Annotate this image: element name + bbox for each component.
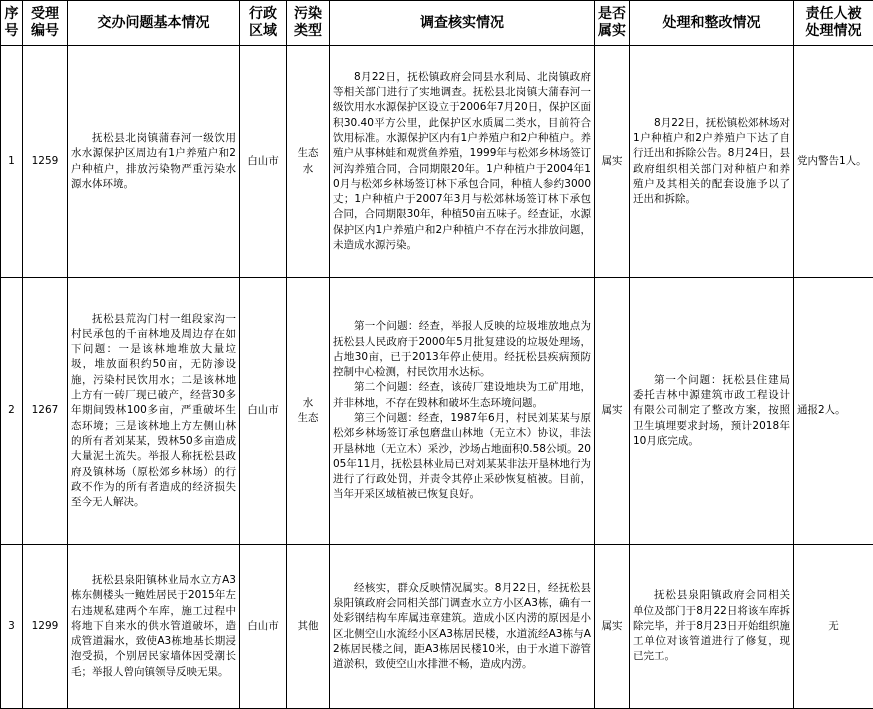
- header-problem: 交办问题基本情况: [68, 1, 240, 46]
- handling-text: 8月22日，抚松镇松郊林场对1户种植户和2户养殖户下达了自行迁出和拆除公告。8月24日，县政府组织相关部门对种植户和养殖户及其相关的配套设施予以了迁出和拆除。: [633, 116, 790, 206]
- cell-accept-no: 1299: [23, 545, 68, 709]
- header-responsible: 责任人被 处理情况: [794, 1, 873, 46]
- cell-responsible: 党内警告1人。: [794, 46, 873, 278]
- header-accept-no: 受理 编号: [23, 1, 68, 46]
- cell-accept-no: 1267: [23, 278, 68, 545]
- cell-is-true: 属实: [595, 278, 630, 545]
- survey-text: 经核实，群众反映情况属实。8月22日，经抚松县泉阳镇政府会同相关部门调查水立方小区A3栋，确有一处彩钢结构车库属违章建筑。造成小区内涝的原因是小区北侧空山水流经小区A3栋居民楼，水道流经A3栋与A2栋居民楼之间，距A3栋居民楼10米，由于水道下游管道淤积，致使空山水排泄不畅，造成内涝。: [333, 581, 591, 671]
- header-row: [1, 1, 873, 46]
- cell-survey: [330, 278, 595, 545]
- handling-text: 抚松县泉阳镇政府会同相关单位及部门于8月22日将该车库拆除完毕，并于8月23日开始组织施工单位对该管道进行了修复，现已完工。: [633, 589, 790, 663]
- cell-handling: [630, 278, 794, 545]
- header-region: 行政 区域: [240, 1, 287, 46]
- problem-text: 抚松县荒沟门村一组段家沟一村民承包的千亩林地及周边存在如下问题：一是该林地堆放大量垃圾，堆放面积约50亩，无防渗设施，污染村民饮用水；二是该林地上方有一砖厂现已破产，经营30多年期间毁林100多亩，严重破坏生态环境；三是该林地上方左侧山林的所有者刘某某，毁林50多亩造成大量泥土流失。举报人称抚松县政府及镇林场（原松郊乡林场）的行政不作为的所有者造成的经济损失至今无人解决。: [71, 312, 236, 509]
- problem-text: 抚松县泉阳镇林业局水立方A3栋东侧楼头一鲍姓居民于2015年左右违规私建两个车库，施工过程中将地下自来水的供水管道破坏，造成管道漏水，致使A3栋地基长期浸泡受损，个别居民家墙体因受潮长毛；举报人曾向镇领导反映无果。: [71, 573, 236, 678]
- cell-region: 白山市: [240, 278, 287, 545]
- cell-problem: [68, 46, 240, 278]
- header-seq: 序 号: [1, 1, 23, 46]
- cell-seq: 2: [1, 278, 23, 545]
- table-row: [1, 545, 873, 709]
- header-pollution-type: 污染 类型: [287, 1, 330, 46]
- cell-responsible: 通报2人。: [794, 278, 873, 545]
- handling-text: 第一个问题：抚松县住建局委托吉林中源建筑市政工程设计有限公司制定了整改方案，按照卫生填埋要求封场，预计2018年10月底完成。: [633, 373, 790, 447]
- cell-responsible: 无: [794, 545, 873, 709]
- cell-handling: [630, 46, 794, 278]
- cell-accept-no: 1259: [23, 46, 68, 278]
- cell-seq: 1: [1, 46, 23, 278]
- cell-problem: [68, 545, 240, 709]
- survey-paragraph-1: 第一个问题：经查，举报人反映的垃圾堆放地点为抚松县人民政府于2000年5月批复建设的垃圾处理场，占地30亩，已于2013年停止使用。经抚松县疾病预防控制中心检测，村民饮用水达标。: [333, 320, 591, 379]
- header-is-true: 是否 属实: [595, 1, 630, 46]
- cell-handling: [630, 545, 794, 709]
- table-row: [1, 278, 873, 545]
- cell-region: 白山市: [240, 545, 287, 709]
- cell-seq: 3: [1, 545, 23, 709]
- cell-survey: [330, 46, 595, 278]
- cell-survey: [330, 545, 595, 709]
- header-handling: 处理和整改情况: [630, 1, 794, 46]
- cell-pollution-type: 其他: [287, 545, 330, 709]
- header-survey: 调查核实情况: [330, 1, 595, 46]
- cell-region: 白山市: [240, 46, 287, 278]
- cell-problem: [68, 278, 240, 545]
- cell-is-true: 属实: [595, 46, 630, 278]
- survey-paragraph-3: 第三个问题：经查，1987年6月，村民刘某某与原松郊乡林场签订承包磨盘山林地（无立木）协议，非法开垦林地（无立木）采沙，沙场占地面积0.58公顷。2005年11月，抚松县林业局已对刘某某非法开垦林地行为进行了行政处罚，并责令其停止采砂恢复植被。目前，当年开采区域植被已恢复良好。: [333, 412, 591, 501]
- table-row: [1, 46, 873, 278]
- problem-text: 抚松县北岗镇蒲春河一级饮用水水源保护区周边有1户养殖户和2户种植户，排放污染物严重污染水源水体环境。: [71, 131, 236, 190]
- cell-pollution-type: 水 生态: [287, 278, 330, 545]
- cell-pollution-type: 生态 水: [287, 46, 330, 278]
- cell-is-true: 属实: [595, 545, 630, 709]
- survey-text: 8月22日，抚松镇政府会同县水利局、北岗镇政府等相关部门进行了实地调查。抚松县北岗镇大蒲春河一级饮用水水源保护区设立于2006年7月20日，保护区面积30.40平方公里，此保护区水质属二类水，目前符合饮用标准。水源保护区内有1户养殖户和2户种植户。养殖户从事林蛙和观赏鱼养殖，1999年与松郊乡林场签订河沟养殖合同，合同期限20年。1户种植户于2004年10月与松郊乡林场签订林下承包合同，种植人参约3000丈；1户种植户于2007年3月与松郊林场签订林下承包合同，合同期限30年，种植50亩五味子。经查证，水源保护区内1户养殖户和2户种植户不存在污水排放问题，未造成水源污染。: [333, 70, 591, 251]
- survey-paragraph-2: 第二个问题：经查，该砖厂建设地块为工矿用地，并非林地，不存在毁林和破坏生态环境问题。: [333, 381, 591, 409]
